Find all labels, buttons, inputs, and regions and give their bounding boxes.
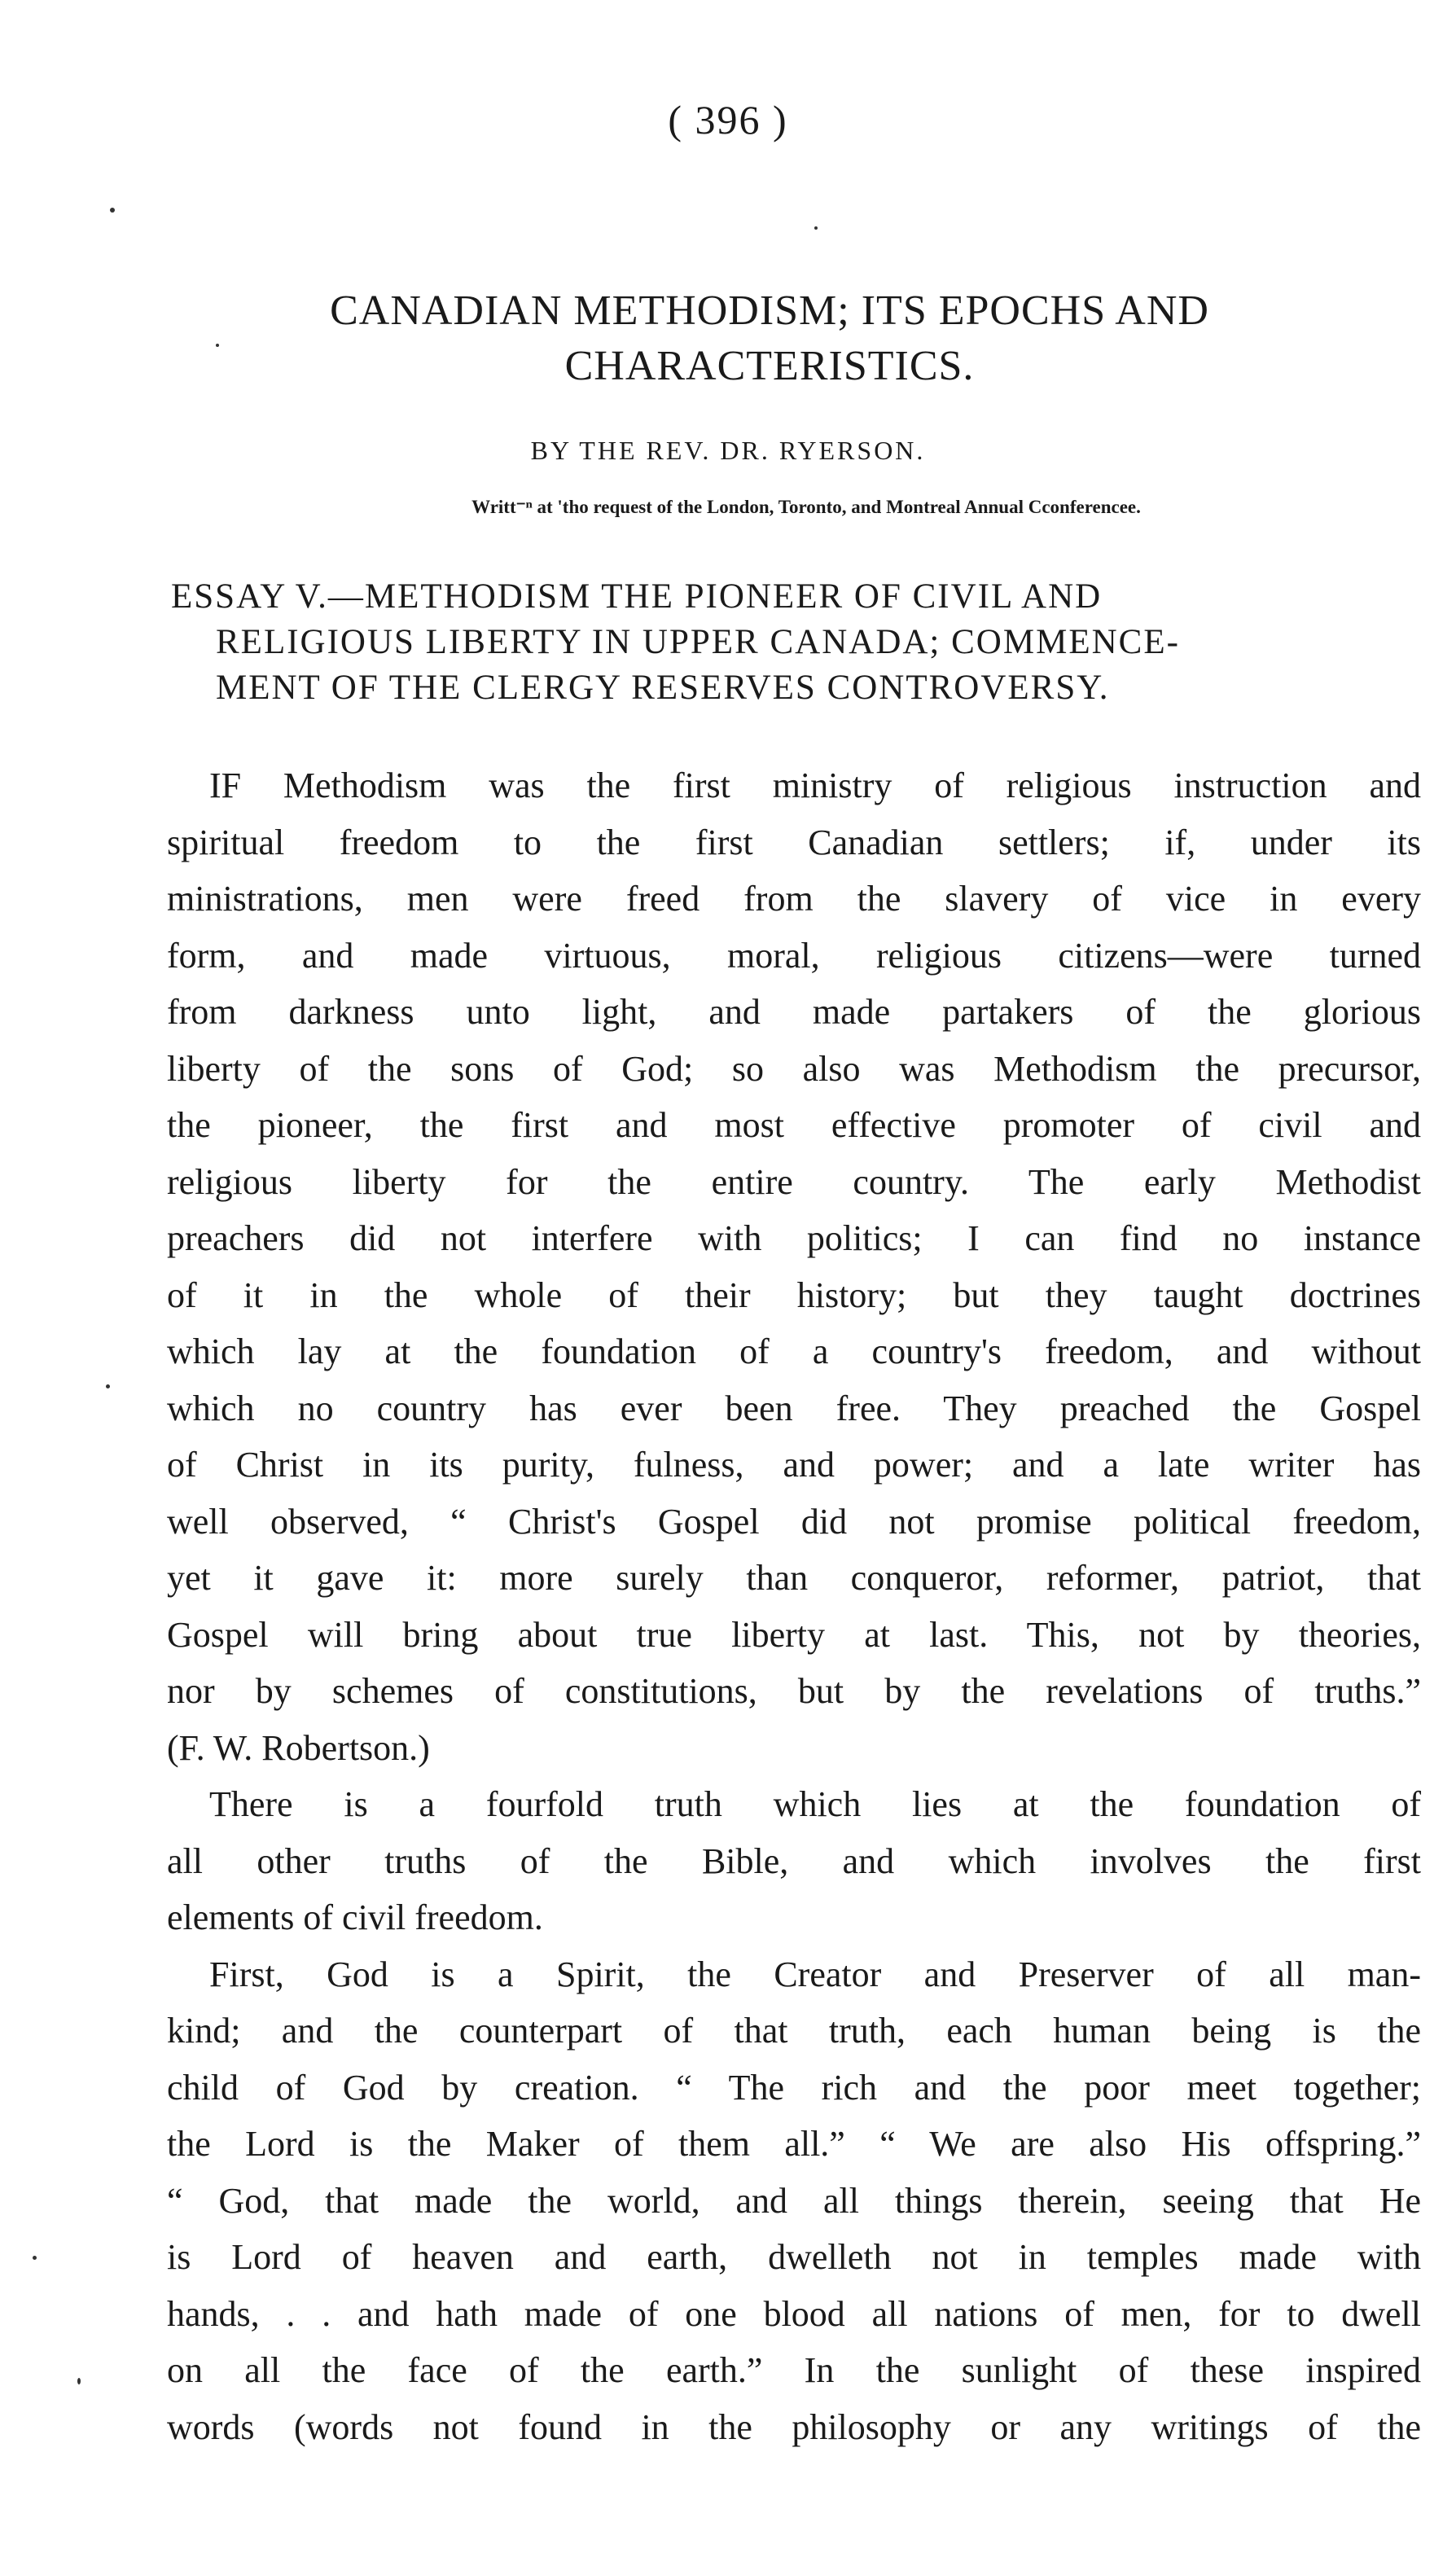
paragraph: [167, 1776, 1421, 1946]
text-line: liberty of the sons of God; so also was Methodism the precursor,: [167, 1048, 1421, 1089]
written-note: Writt⁻ⁿ at 'tho request of the London, Toronto, and Montreal Annual Cconferencee.: [471, 497, 1141, 517]
text-line: kind; and the counterpart of that truth, each human being is the: [167, 2011, 1421, 2051]
essay-heading-line: MENT OF THE CLERGY RESERVES CONTROVERSY.: [216, 669, 1110, 707]
scan-speck: [110, 208, 115, 213]
text-line: (F. W. Robertson.): [167, 1727, 430, 1768]
scan-speck: [216, 344, 219, 347]
text-line: First, God is a Spirit, the Creator and Preserver of all man-: [209, 1954, 1421, 1994]
text-line: form, and made virtuous, moral, religious citizens—were turned: [167, 935, 1421, 976]
text-line: all other truths of the Bible, and which involves the first: [167, 1840, 1421, 1881]
text-line: the Lord is the Maker of them all.” “ We are also His offspring.”: [167, 2124, 1421, 2164]
text-line: child of God by creation. “ The rich and the poor meet together;: [167, 2067, 1421, 2108]
essay-heading-line: RELIGIOUS LIBERTY IN UPPER CANADA; COMMENCE-: [216, 623, 1180, 661]
title-line-2: CHARACTERISTICS.: [564, 343, 975, 389]
text-line: the pioneer, the first and most effective promoter of civil and: [167, 1105, 1421, 1145]
text-line: nor by schemes of constitutions, but by the revelations of truths.”: [167, 1671, 1421, 1711]
essay-heading: [171, 574, 1429, 711]
text-line: religious liberty for the entire country. The early Methodist: [167, 1161, 1421, 1202]
paragraph: [167, 757, 1421, 1776]
paragraph: [167, 1946, 1421, 2456]
text-line: words (words not found in the philosophy or any writings of the: [167, 2406, 1421, 2447]
text-line: well observed, “ Christ's Gospel did not promise political freedom,: [167, 1501, 1421, 1542]
scan-speck: [814, 226, 818, 230]
scan-speck: [77, 2378, 81, 2384]
text-line: ministrations, men were freed from the slavery of vice in every: [167, 879, 1421, 919]
scan-speck: [33, 2256, 37, 2260]
page-number: ( 396 ): [668, 97, 788, 143]
text-line: of Christ in its purity, fulness, and power; and a late writer has: [167, 1445, 1421, 1485]
text-line: spiritual freedom to the first Canadian settlers; if, under its: [167, 822, 1421, 862]
text-line: Gospel will bring about true liberty at last. This, not by theories,: [167, 1614, 1421, 1655]
text-line: IF Methodism was the first ministry of religious instruction and: [209, 765, 1421, 805]
scan-speck: [106, 1384, 110, 1388]
text-line: which lay at the foundation of a country's freedom, and without: [167, 1331, 1421, 1371]
text-line: which no country has ever been free. They preached the Gospel: [167, 1388, 1421, 1428]
title-line-1: CANADIAN METHODISM; ITS EPOCHS AND: [330, 287, 1209, 334]
text-line: preachers did not interfere with politics; I can find no instance: [167, 1218, 1421, 1258]
text-line: “ God, that made the world, and all things therein, seeing that He: [167, 2180, 1421, 2221]
text-line: is Lord of heaven and earth, dwelleth not in temples made with: [167, 2237, 1421, 2277]
text-line: from darkness unto light, and made partakers of the glorious: [167, 992, 1421, 1032]
text-line: There is a fourfold truth which lies at the foundation of: [209, 1784, 1421, 1824]
author-byline: BY THE REV. DR. RYERSON.: [530, 436, 926, 465]
body-text: [167, 757, 1421, 2455]
article-title: [163, 283, 1376, 394]
text-line: of it in the whole of their history; but they taught doctrines: [167, 1274, 1421, 1315]
text-line: on all the face of the earth.” In the sunlight of these inspired: [167, 2350, 1421, 2390]
text-line: hands, . . and hath made of one blood all nations of men, for to dwell: [167, 2293, 1421, 2334]
text-line: yet it gave it: more surely than conqueror, reformer, patriot, that: [167, 1558, 1421, 1598]
text-line: elements of civil freedom.: [167, 1897, 543, 1937]
essay-heading-line: ESSAY V.—METHODISM THE PIONEER OF CIVIL AND: [171, 577, 1103, 616]
